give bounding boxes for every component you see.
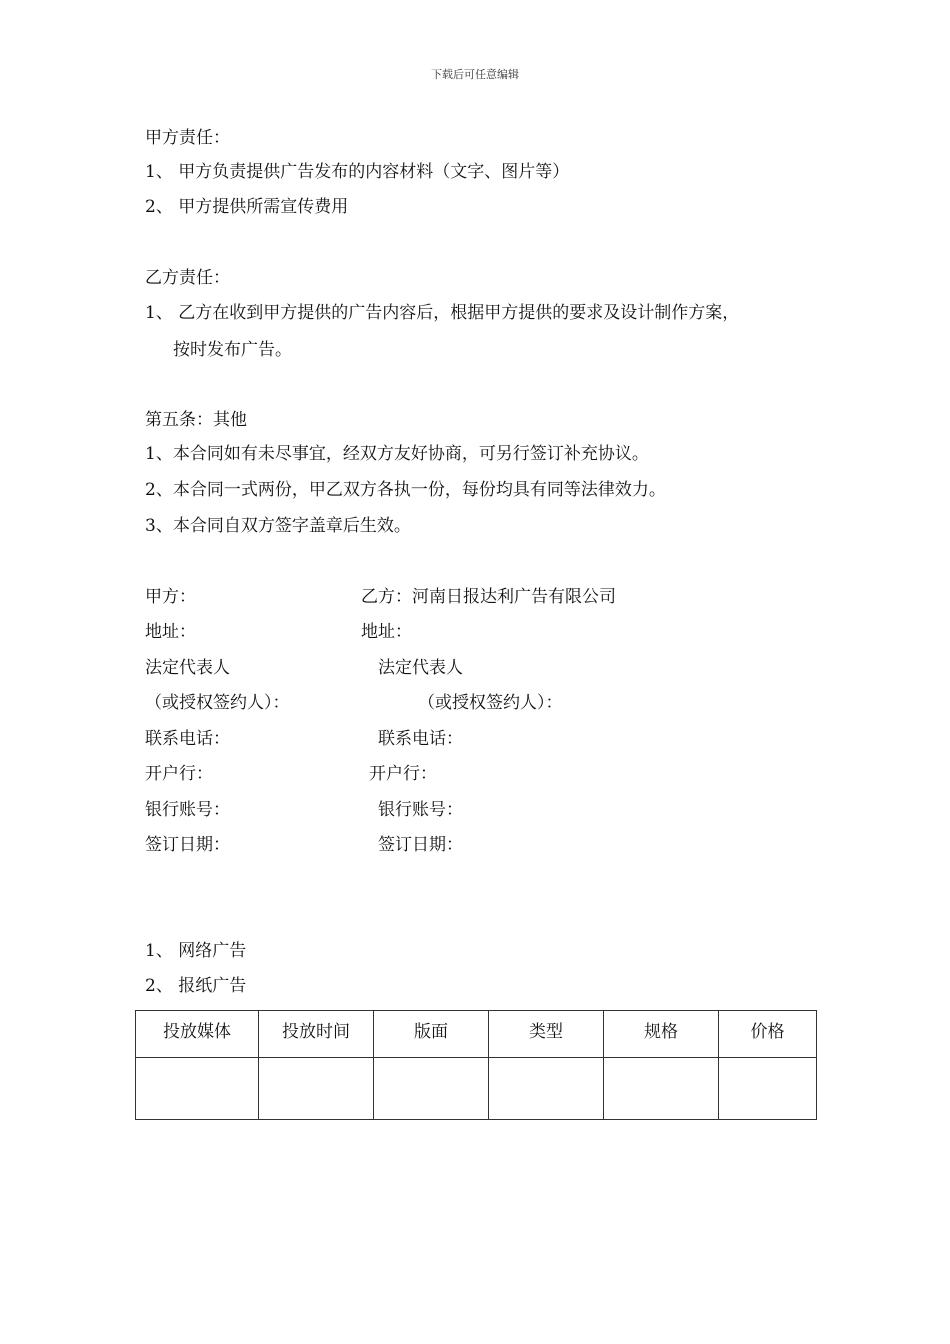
party-b-duty-item-line: 按时发布广告。	[173, 340, 292, 360]
article-5-title: 第五条：其他	[145, 410, 247, 430]
sig-right-authorized: （或授权签约人）：	[418, 693, 563, 713]
page-header: 下载后可任意编辑	[431, 68, 519, 81]
ad-type-item: 1、 网络广告	[145, 941, 247, 961]
article-5-item: 2、本合同一式两份，甲乙双方各执一份，每份均具有同等法律效力。	[145, 480, 666, 500]
sig-left-address: 地址：	[145, 622, 196, 642]
table-row	[136, 1058, 817, 1120]
sig-left-phone: 联系电话：	[145, 729, 230, 749]
article-5-item: 1、本合同如有未尽事宜，经双方友好协商，可另行签订补充协议。	[145, 444, 649, 464]
sig-right-phone: 联系电话：	[378, 729, 463, 749]
article-5-item: 3、本合同自双方签字盖章后生效。	[145, 516, 411, 536]
sig-right-account: 银行账号：	[378, 800, 463, 820]
sig-left-date: 签订日期：	[145, 835, 230, 855]
party-a-duty-item: 2、 甲方提供所需宣传费用	[145, 197, 349, 217]
sig-left-authorized: （或授权签约人）：	[145, 693, 290, 713]
sig-right-date: 签订日期：	[378, 835, 463, 855]
sig-right-bank: 开户行：	[369, 764, 437, 784]
column-header: 投放时间	[259, 1011, 374, 1058]
ad-schedule-table	[135, 1010, 817, 1120]
sig-left-rep: 法定代表人	[145, 658, 230, 678]
table-cell	[489, 1058, 604, 1120]
sig-right-party: 乙方：河南日报达利广告有限公司	[361, 587, 616, 607]
party-b-duty-title: 乙方责任：	[145, 268, 230, 288]
sig-right-address: 地址：	[361, 622, 412, 642]
party-a-duty-title: 甲方责任：	[145, 128, 230, 148]
party-b-duty-item-line: 1、 乙方在收到甲方提供的广告内容后，根据甲方提供的要求及设计制作方案，	[145, 303, 740, 323]
table-cell	[136, 1058, 259, 1120]
table-cell	[719, 1058, 817, 1120]
column-header: 版面	[374, 1011, 489, 1058]
party-a-duty-item: 1、 甲方负责提供广告发布的内容材料（文字、图片等）	[145, 162, 570, 182]
ad-type-item: 2、 报纸广告	[145, 976, 247, 996]
sig-left-party: 甲方：	[145, 587, 196, 607]
table-cell	[604, 1058, 719, 1120]
table-cell	[259, 1058, 374, 1120]
column-header: 类型	[489, 1011, 604, 1058]
sig-left-bank: 开户行：	[145, 764, 213, 784]
column-header: 规格	[604, 1011, 719, 1058]
sig-right-rep: 法定代表人	[378, 658, 463, 678]
table-cell	[374, 1058, 489, 1120]
sig-left-account: 银行账号：	[145, 800, 230, 820]
column-header: 投放媒体	[136, 1011, 259, 1058]
table-header-row	[136, 1011, 817, 1058]
column-header: 价格	[719, 1011, 817, 1058]
